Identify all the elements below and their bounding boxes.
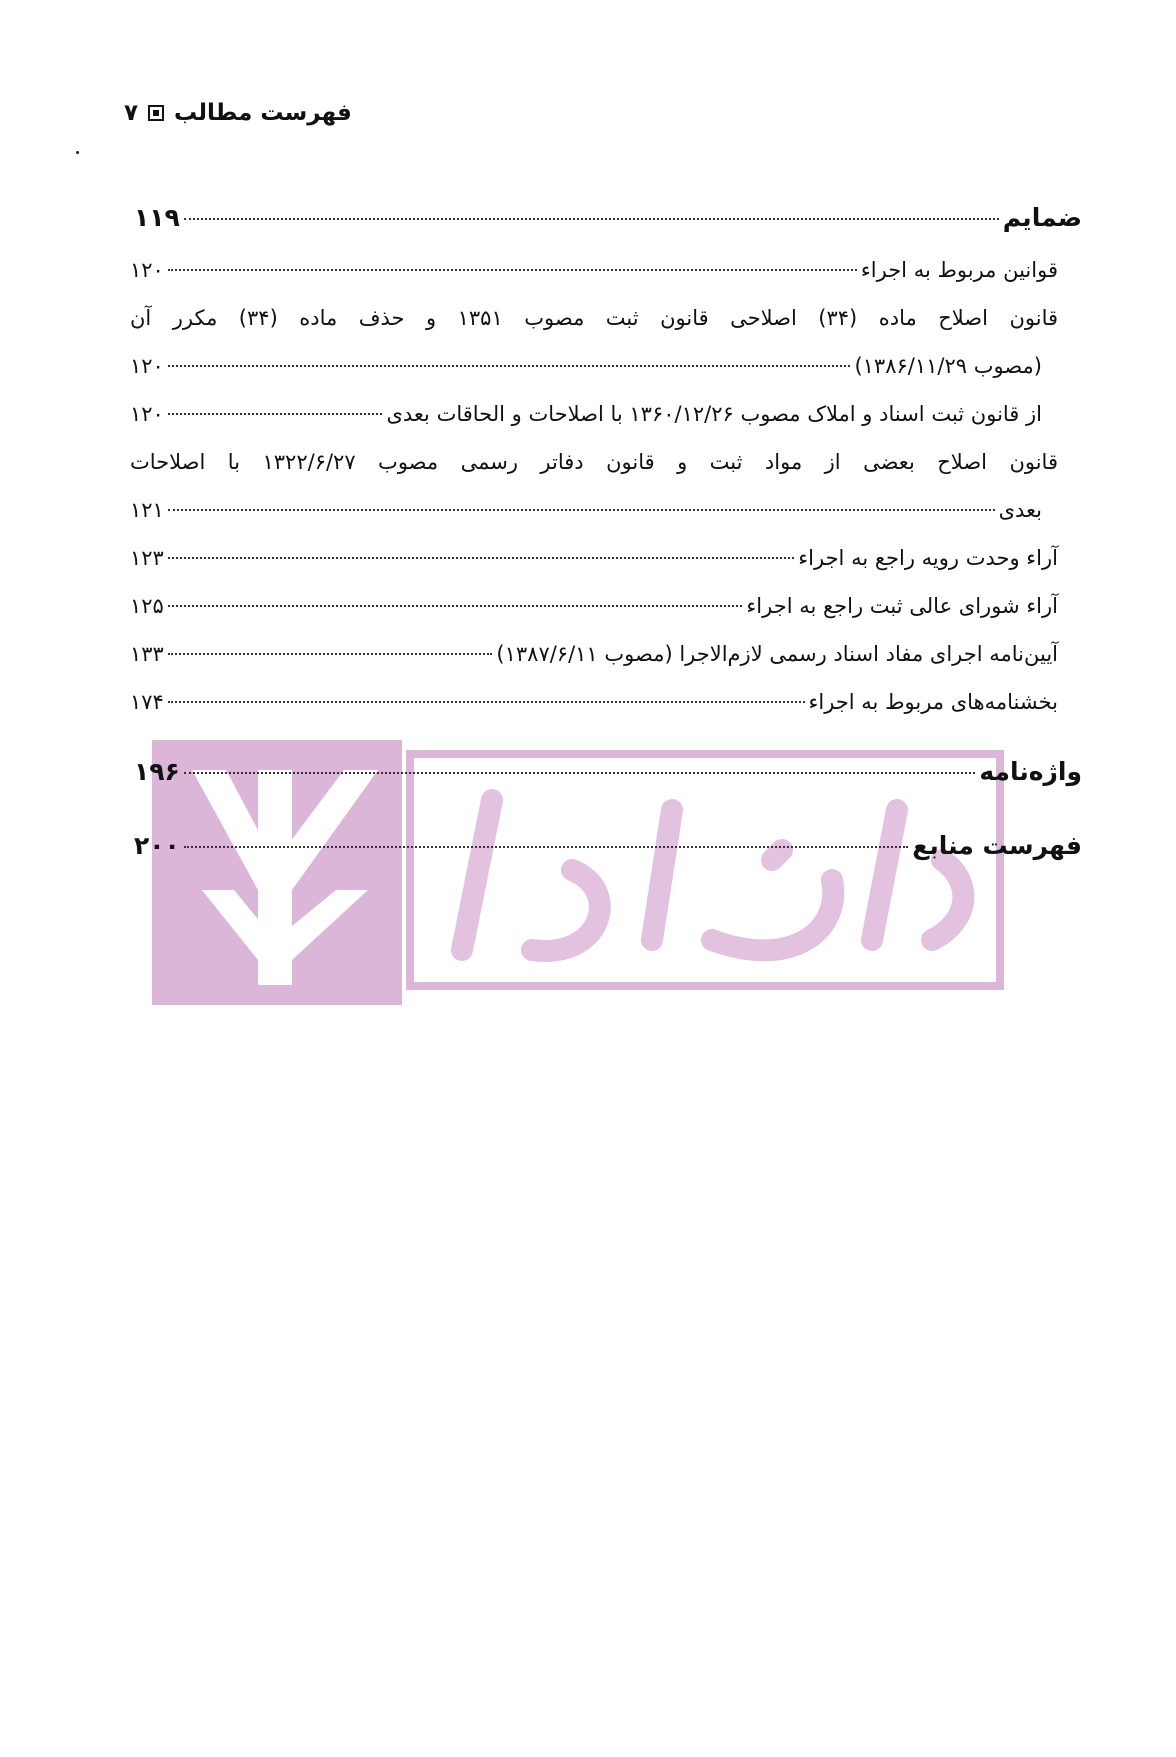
toc-page-number: ۱۲۱ [130, 498, 164, 522]
toc-section-title: واژه‌نامه [979, 757, 1082, 786]
running-header [124, 100, 352, 126]
toc-entry-article34[interactable] [130, 342, 1082, 390]
dot-leader [184, 772, 976, 774]
dot-leader [168, 701, 805, 703]
toc-page-number: ۱۳۳ [130, 642, 164, 666]
toc-entry-title: (مصوب ۱۳۸۶/۱۱/۲۹) [854, 354, 1042, 378]
toc-entry-title: آیین‌نامه اجرای مفاد اسناد رسمی لازم‌الاجرا (مصوب ۱۳۸۷/۶/۱۱) [496, 642, 1058, 666]
toc-page-number: ۱۲۰ [130, 402, 164, 426]
header-title: فهرست مطالب [174, 100, 352, 126]
toc-page-number: ۱۲۰ [130, 258, 164, 282]
dot-leader [168, 557, 794, 559]
toc-page-number: ۱۷۴ [130, 690, 164, 714]
toc-page-number: ۱۲۵ [130, 594, 164, 618]
toc-entry-circulars[interactable] [130, 678, 1082, 726]
toc-section-title: فهرست منابع [912, 831, 1082, 860]
toc-entry-title: بعدی [998, 498, 1042, 522]
dot-leader [184, 846, 909, 848]
dot-leader [184, 218, 999, 220]
toc-page-number: ۱۲۰ [130, 354, 164, 378]
dot-leader [168, 653, 493, 655]
toc-entry-title: بخشنامه‌های مربوط به اجراء [808, 690, 1058, 714]
toc-entry-title: آراء وحدت رویه راجع به اجراء [798, 546, 1058, 570]
toc-entry-unity-rulings[interactable] [130, 534, 1082, 582]
dot-leader [168, 509, 995, 511]
toc-entry-high-council-rulings[interactable] [130, 582, 1082, 630]
toc-section-appendices[interactable] [130, 190, 1082, 246]
toc-entry-notary-law[interactable] [130, 486, 1082, 534]
toc-entry-title: آراء شورای عالی ثبت راجع به اجراء [746, 594, 1058, 618]
toc-entry-title: قوانین مربوط به اجراء [860, 258, 1058, 282]
toc-page-number: ۱۱۹ [134, 203, 180, 232]
toc-section-title: ضمایم [1002, 203, 1082, 232]
toc-entry-execution-laws[interactable] [130, 246, 1082, 294]
toc-entry-registration-law[interactable] [130, 390, 1082, 438]
dot-leader [168, 365, 851, 367]
toc-page-number: ۱۹۶ [134, 757, 180, 786]
toc-entry-notary-law-line1[interactable]: قانون اصلاح بعضی از مواد ثبت و قانون دفاتر رسمی مصوب ۱۳۲۲/۶/۲۷ با اصلاحات [130, 450, 1058, 474]
square-bullet-icon [148, 105, 164, 121]
scan-speck [76, 151, 79, 154]
header-page-number: ۷ [124, 100, 139, 126]
toc-page-number: ۲۰۰ [134, 831, 180, 860]
table-of-contents [130, 190, 1082, 874]
toc-section-glossary[interactable] [130, 744, 1082, 800]
toc-section-references[interactable] [130, 818, 1082, 874]
dot-leader [168, 605, 743, 607]
dot-leader [168, 413, 383, 415]
toc-entry-title: از قانون ثبت اسناد و املاک مصوب ۱۳۶۰/۱۲/۲۶ با اصلاحات و الحاقات بعدی [386, 402, 1042, 426]
dot-leader [168, 269, 857, 271]
toc-page-number: ۱۲۳ [130, 546, 164, 570]
toc-entry-bylaw[interactable] [130, 630, 1082, 678]
toc-entry-article34-line1[interactable]: قانون اصلاح ماده (۳۴) اصلاحی قانون ثبت مصوب ۱۳۵۱ و حذف ماده (۳۴) مکرر آن [130, 306, 1059, 330]
